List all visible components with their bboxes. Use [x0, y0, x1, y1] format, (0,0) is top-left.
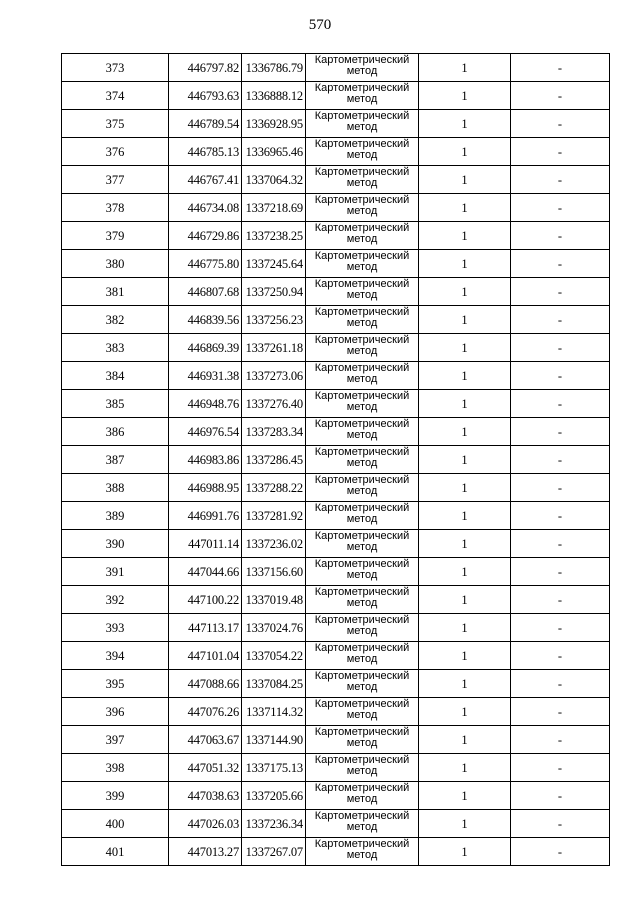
y-coordinate-cell: 1337281.92 — [242, 502, 306, 530]
note-cell: - — [511, 250, 610, 278]
point-number-cell: 401 — [62, 838, 169, 866]
method-text-line: метод — [346, 597, 378, 609]
y-coordinate-cell: 1337156.60 — [242, 558, 306, 586]
y-coordinate-cell: 1337236.34 — [242, 810, 306, 838]
note-cell: - — [511, 810, 610, 838]
table-row — [62, 810, 610, 838]
point-number-cell: 374 — [62, 82, 169, 110]
count-cell: 1 — [419, 502, 511, 530]
method-text-line: метод — [346, 429, 378, 441]
x-coordinate-cell: 446775.80 — [169, 250, 242, 278]
point-number-cell: 381 — [62, 278, 169, 306]
method-text-line: метод — [346, 401, 378, 413]
y-coordinate-cell: 1337114.32 — [242, 698, 306, 726]
count-cell: 1 — [419, 726, 511, 754]
method-cell — [306, 754, 419, 782]
table-row — [62, 642, 610, 670]
count-cell: 1 — [419, 810, 511, 838]
method-text-line: метод — [346, 205, 378, 217]
method-text-line: метод — [346, 569, 378, 581]
method-cell — [306, 306, 419, 334]
table-row — [62, 838, 610, 866]
table-row — [62, 390, 610, 418]
count-cell: 1 — [419, 418, 511, 446]
method-text-line: Картометрический — [314, 474, 410, 486]
y-coordinate-cell: 1337024.76 — [242, 614, 306, 642]
method-text-line: Картометрический — [314, 222, 410, 234]
method-text-line: Картометрический — [314, 390, 410, 402]
note-cell: - — [511, 754, 610, 782]
method-text-line: метод — [346, 261, 378, 273]
count-cell: 1 — [419, 390, 511, 418]
method-text-line: метод — [346, 485, 378, 497]
y-coordinate-cell: 1337084.25 — [242, 670, 306, 698]
point-number-cell: 379 — [62, 222, 169, 250]
method-text-line: метод — [346, 345, 378, 357]
method-text-line: Картометрический — [314, 362, 410, 374]
method-cell — [306, 782, 419, 810]
count-cell: 1 — [419, 446, 511, 474]
method-text-line: Картометрический — [314, 278, 410, 290]
y-coordinate-cell: 1337250.94 — [242, 278, 306, 306]
method-text-line: Картометрический — [314, 250, 410, 262]
y-coordinate-cell: 1336965.46 — [242, 138, 306, 166]
x-coordinate-cell: 446793.63 — [169, 82, 242, 110]
note-cell: - — [511, 670, 610, 698]
x-coordinate-cell: 447013.27 — [169, 838, 242, 866]
count-cell: 1 — [419, 334, 511, 362]
point-number-cell: 397 — [62, 726, 169, 754]
y-coordinate-cell: 1336888.12 — [242, 82, 306, 110]
method-cell — [306, 418, 419, 446]
y-coordinate-cell: 1337276.40 — [242, 390, 306, 418]
y-coordinate-cell: 1337273.06 — [242, 362, 306, 390]
table-row — [62, 614, 610, 642]
method-text-line: метод — [346, 149, 378, 161]
method-text-line: метод — [346, 793, 378, 805]
note-cell: - — [511, 698, 610, 726]
method-text-line: Картометрический — [314, 502, 410, 514]
count-cell: 1 — [419, 138, 511, 166]
note-cell: - — [511, 278, 610, 306]
table-row — [62, 558, 610, 586]
method-text-line: метод — [346, 93, 378, 105]
x-coordinate-cell: 446988.95 — [169, 474, 242, 502]
table-row — [62, 698, 610, 726]
point-number-cell: 383 — [62, 334, 169, 362]
point-number-cell: 380 — [62, 250, 169, 278]
x-coordinate-cell: 447038.63 — [169, 782, 242, 810]
method-text-line: метод — [346, 653, 378, 665]
note-cell: - — [511, 306, 610, 334]
method-cell — [306, 838, 419, 866]
table-row — [62, 670, 610, 698]
count-cell: 1 — [419, 194, 511, 222]
note-cell: - — [511, 530, 610, 558]
method-text-line: метод — [346, 373, 378, 385]
y-coordinate-cell: 1337245.64 — [242, 250, 306, 278]
method-text-line: метод — [346, 737, 378, 749]
method-cell — [306, 586, 419, 614]
table-row — [62, 502, 610, 530]
point-number-cell: 395 — [62, 670, 169, 698]
method-cell — [306, 278, 419, 306]
method-text-line: метод — [346, 625, 378, 637]
method-cell — [306, 530, 419, 558]
point-number-cell: 387 — [62, 446, 169, 474]
x-coordinate-cell: 446976.54 — [169, 418, 242, 446]
note-cell: - — [511, 362, 610, 390]
count-cell: 1 — [419, 558, 511, 586]
table-row — [62, 754, 610, 782]
point-number-cell: 400 — [62, 810, 169, 838]
method-cell — [306, 614, 419, 642]
count-cell: 1 — [419, 586, 511, 614]
x-coordinate-cell: 446983.86 — [169, 446, 242, 474]
table-row — [62, 110, 610, 138]
method-text-line: метод — [346, 513, 378, 525]
note-cell: - — [511, 586, 610, 614]
point-number-cell: 398 — [62, 754, 169, 782]
note-cell: - — [511, 166, 610, 194]
point-number-cell: 377 — [62, 166, 169, 194]
count-cell: 1 — [419, 782, 511, 810]
point-number-cell: 384 — [62, 362, 169, 390]
y-coordinate-cell: 1337256.23 — [242, 306, 306, 334]
method-text-line: Картометрический — [314, 726, 410, 738]
point-number-cell: 399 — [62, 782, 169, 810]
point-number-cell: 394 — [62, 642, 169, 670]
count-cell: 1 — [419, 474, 511, 502]
x-coordinate-cell: 447088.66 — [169, 670, 242, 698]
y-coordinate-cell: 1337236.02 — [242, 530, 306, 558]
method-text-line: Картометрический — [314, 810, 410, 822]
x-coordinate-cell: 447011.14 — [169, 530, 242, 558]
method-cell — [306, 446, 419, 474]
method-text-line: Картометрический — [314, 138, 410, 150]
method-text-line: метод — [346, 821, 378, 833]
x-coordinate-cell: 447113.17 — [169, 614, 242, 642]
note-cell: - — [511, 222, 610, 250]
x-coordinate-cell: 446734.08 — [169, 194, 242, 222]
method-text-line: Картометрический — [314, 110, 410, 122]
table-row — [62, 782, 610, 810]
note-cell: - — [511, 194, 610, 222]
method-cell — [306, 138, 419, 166]
x-coordinate-cell: 446767.41 — [169, 166, 242, 194]
x-coordinate-cell: 447051.32 — [169, 754, 242, 782]
method-text-line: Картометрический — [314, 82, 410, 94]
y-coordinate-cell: 1337144.90 — [242, 726, 306, 754]
method-text-line: Картометрический — [314, 670, 410, 682]
x-coordinate-cell: 446789.54 — [169, 110, 242, 138]
method-text-line: Картометрический — [314, 530, 410, 542]
table-row — [62, 82, 610, 110]
method-cell — [306, 166, 419, 194]
method-text-line: метод — [346, 289, 378, 301]
table-row — [62, 726, 610, 754]
x-coordinate-cell: 446839.56 — [169, 306, 242, 334]
note-cell: - — [511, 390, 610, 418]
count-cell: 1 — [419, 222, 511, 250]
method-text-line: метод — [346, 65, 378, 77]
y-coordinate-cell: 1337267.07 — [242, 838, 306, 866]
method-text-line: Картометрический — [314, 782, 410, 794]
note-cell: - — [511, 334, 610, 362]
method-cell — [306, 474, 419, 502]
method-text-line: Картометрический — [314, 698, 410, 710]
count-cell: 1 — [419, 278, 511, 306]
table-row — [62, 138, 610, 166]
method-cell — [306, 726, 419, 754]
method-text-line: метод — [346, 765, 378, 777]
point-number-cell: 378 — [62, 194, 169, 222]
count-cell: 1 — [419, 698, 511, 726]
count-cell: 1 — [419, 250, 511, 278]
table-row — [62, 194, 610, 222]
note-cell: - — [511, 614, 610, 642]
method-cell — [306, 670, 419, 698]
count-cell: 1 — [419, 110, 511, 138]
method-text-line: метод — [346, 709, 378, 721]
method-cell — [306, 334, 419, 362]
method-cell — [306, 110, 419, 138]
page-number: 570 — [308, 17, 332, 33]
y-coordinate-cell: 1337286.45 — [242, 446, 306, 474]
method-cell — [306, 502, 419, 530]
method-text-line: Картометрический — [314, 334, 410, 346]
method-cell — [306, 222, 419, 250]
note-cell: - — [511, 474, 610, 502]
y-coordinate-cell: 1337218.69 — [242, 194, 306, 222]
method-cell — [306, 250, 419, 278]
coordinates-table-body — [62, 54, 610, 866]
note-cell: - — [511, 782, 610, 810]
note-cell: - — [511, 558, 610, 586]
method-cell — [306, 810, 419, 838]
note-cell: - — [511, 110, 610, 138]
method-text-line: Картометрический — [314, 642, 410, 654]
count-cell: 1 — [419, 306, 511, 334]
method-text-line: метод — [346, 681, 378, 693]
note-cell: - — [511, 54, 610, 82]
point-number-cell: 388 — [62, 474, 169, 502]
method-cell — [306, 362, 419, 390]
coordinates-table — [61, 53, 610, 866]
note-cell: - — [511, 642, 610, 670]
method-cell — [306, 642, 419, 670]
method-text-line: метод — [346, 457, 378, 469]
count-cell: 1 — [419, 754, 511, 782]
method-text-line: Картометрический — [314, 614, 410, 626]
method-text-line: метод — [346, 541, 378, 553]
x-coordinate-cell: 447101.04 — [169, 642, 242, 670]
table-row — [62, 166, 610, 194]
method-text-line: Картометрический — [314, 194, 410, 206]
point-number-cell: 385 — [62, 390, 169, 418]
note-cell: - — [511, 838, 610, 866]
note-cell: - — [511, 418, 610, 446]
count-cell: 1 — [419, 362, 511, 390]
method-cell — [306, 558, 419, 586]
x-coordinate-cell: 446729.86 — [169, 222, 242, 250]
y-coordinate-cell: 1337205.66 — [242, 782, 306, 810]
table-row — [62, 586, 610, 614]
count-cell: 1 — [419, 838, 511, 866]
y-coordinate-cell: 1337261.18 — [242, 334, 306, 362]
table-row — [62, 362, 610, 390]
y-coordinate-cell: 1337064.32 — [242, 166, 306, 194]
x-coordinate-cell: 446785.13 — [169, 138, 242, 166]
method-text-line: Картометрический — [314, 166, 410, 178]
y-coordinate-cell: 1337238.25 — [242, 222, 306, 250]
x-coordinate-cell: 447063.67 — [169, 726, 242, 754]
x-coordinate-cell: 447044.66 — [169, 558, 242, 586]
point-number-cell: 376 — [62, 138, 169, 166]
method-text-line: Картометрический — [314, 754, 410, 766]
table-row — [62, 222, 610, 250]
note-cell: - — [511, 138, 610, 166]
table-row — [62, 446, 610, 474]
y-coordinate-cell: 1337019.48 — [242, 586, 306, 614]
method-text-line: метод — [346, 121, 378, 133]
note-cell: - — [511, 726, 610, 754]
method-text-line: метод — [346, 317, 378, 329]
point-number-cell: 393 — [62, 614, 169, 642]
x-coordinate-cell: 446948.76 — [169, 390, 242, 418]
x-coordinate-cell: 446797.82 — [169, 54, 242, 82]
method-cell — [306, 82, 419, 110]
note-cell: - — [511, 502, 610, 530]
x-coordinate-cell: 447076.26 — [169, 698, 242, 726]
count-cell: 1 — [419, 642, 511, 670]
x-coordinate-cell: 447026.03 — [169, 810, 242, 838]
x-coordinate-cell: 446807.68 — [169, 278, 242, 306]
method-text-line: Картометрический — [314, 586, 410, 598]
count-cell: 1 — [419, 54, 511, 82]
table-row — [62, 54, 610, 82]
method-text-line: метод — [346, 177, 378, 189]
point-number-cell: 396 — [62, 698, 169, 726]
method-text-line: Картометрический — [314, 54, 410, 66]
point-number-cell: 392 — [62, 586, 169, 614]
point-number-cell: 389 — [62, 502, 169, 530]
count-cell: 1 — [419, 530, 511, 558]
x-coordinate-cell: 447100.22 — [169, 586, 242, 614]
method-text-line: Картометрический — [314, 306, 410, 318]
point-number-cell: 373 — [62, 54, 169, 82]
table-row — [62, 530, 610, 558]
point-number-cell: 386 — [62, 418, 169, 446]
method-text-line: Картометрический — [314, 446, 410, 458]
count-cell: 1 — [419, 82, 511, 110]
x-coordinate-cell: 446991.76 — [169, 502, 242, 530]
y-coordinate-cell: 1337175.13 — [242, 754, 306, 782]
x-coordinate-cell: 446931.38 — [169, 362, 242, 390]
method-cell — [306, 194, 419, 222]
method-text-line: Картометрический — [314, 558, 410, 570]
table-row — [62, 250, 610, 278]
method-cell — [306, 390, 419, 418]
count-cell: 1 — [419, 166, 511, 194]
y-coordinate-cell: 1337283.34 — [242, 418, 306, 446]
y-coordinate-cell: 1336786.79 — [242, 54, 306, 82]
table-row — [62, 306, 610, 334]
table-row — [62, 334, 610, 362]
point-number-cell: 382 — [62, 306, 169, 334]
x-coordinate-cell: 446869.39 — [169, 334, 242, 362]
method-text-line: метод — [346, 849, 378, 861]
point-number-cell: 390 — [62, 530, 169, 558]
y-coordinate-cell: 1337054.22 — [242, 642, 306, 670]
note-cell: - — [511, 446, 610, 474]
point-number-cell: 391 — [62, 558, 169, 586]
method-cell — [306, 698, 419, 726]
count-cell: 1 — [419, 614, 511, 642]
method-text-line: метод — [346, 233, 378, 245]
count-cell: 1 — [419, 670, 511, 698]
method-text-line: Картометрический — [314, 838, 410, 850]
method-text-line: Картометрический — [314, 418, 410, 430]
table-row — [62, 278, 610, 306]
y-coordinate-cell: 1336928.95 — [242, 110, 306, 138]
point-number-cell: 375 — [62, 110, 169, 138]
table-row — [62, 418, 610, 446]
y-coordinate-cell: 1337288.22 — [242, 474, 306, 502]
table-row — [62, 474, 610, 502]
note-cell: - — [511, 82, 610, 110]
method-cell — [306, 54, 419, 82]
